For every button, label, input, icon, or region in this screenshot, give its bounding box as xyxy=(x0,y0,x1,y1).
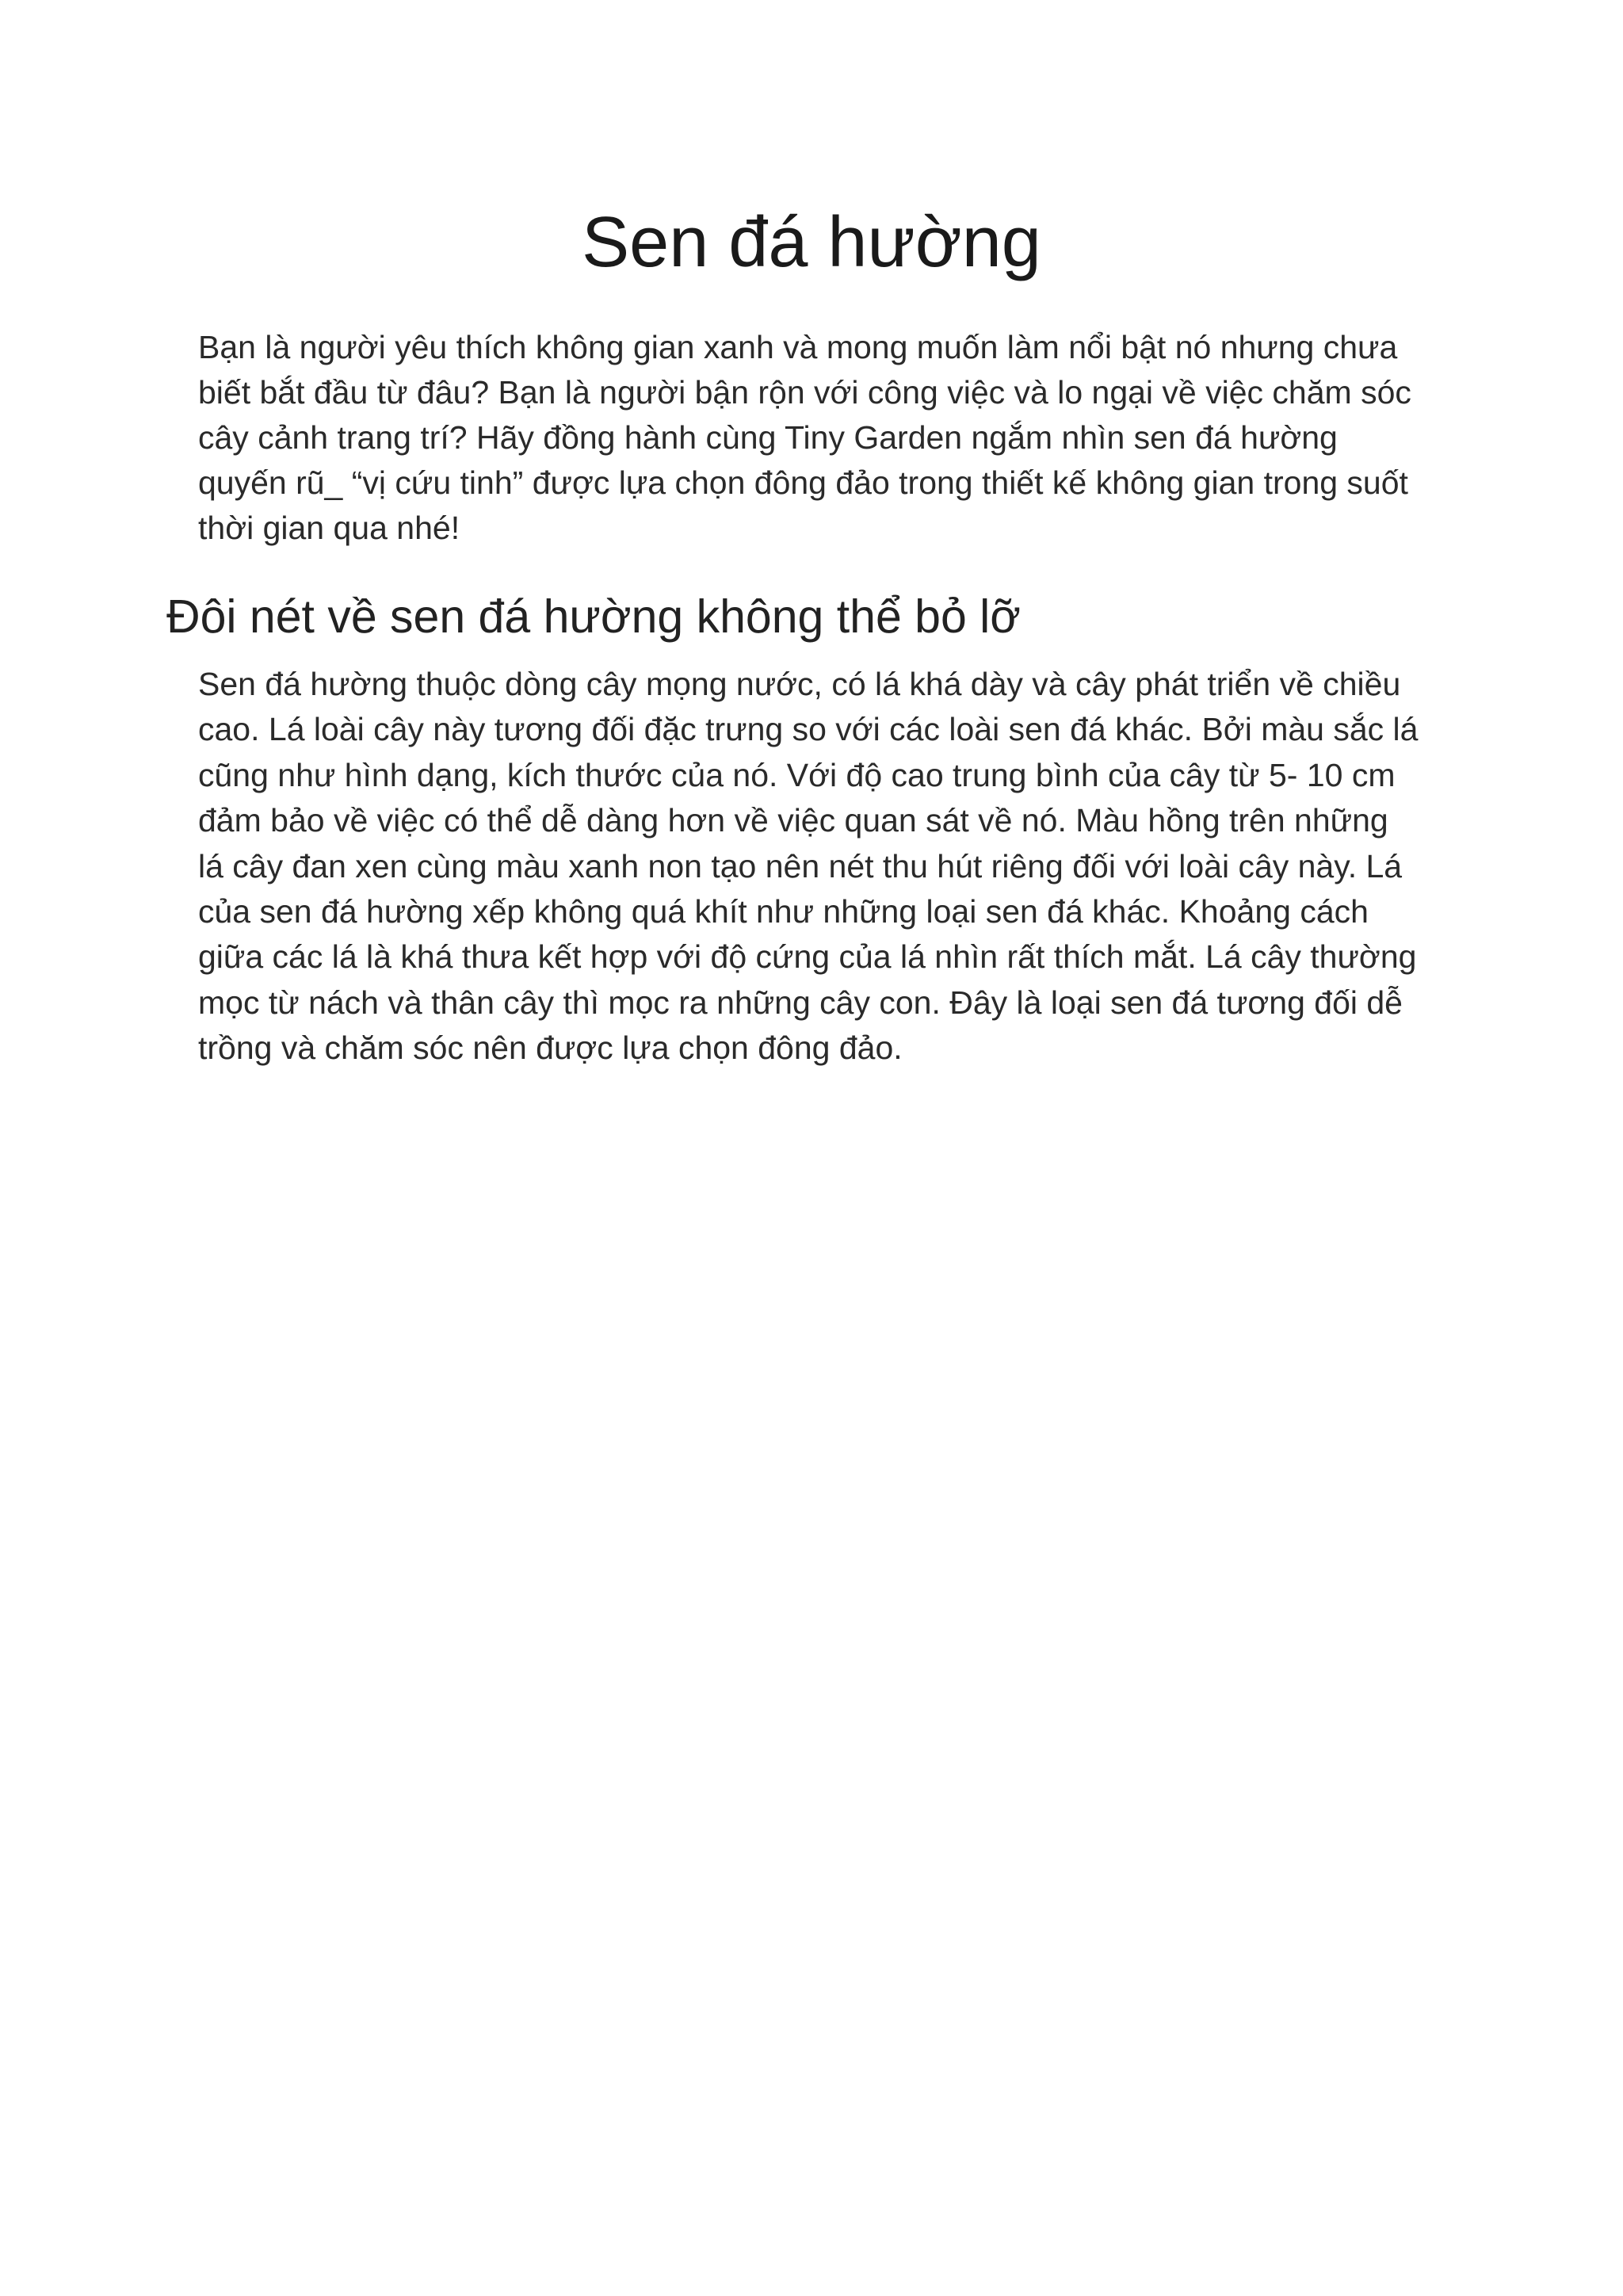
paragraph-line: mọc từ nách và thân cây thì mọc ra những cây con. Đây là loại sen đá tương đối dễ xyxy=(198,984,1403,1021)
intro-line: cây cảnh trang trí? Hãy đồng hành cùng Tiny Garden ngắm nhìn sen đá hường xyxy=(198,419,1338,456)
paragraph-line: trồng và chăm sóc nên được lựa chọn đông đảo. xyxy=(198,1030,903,1067)
page-title: Sen đá hường xyxy=(582,203,1041,282)
paragraph-line: cũng như hình dạng, kích thước của nó. Với độ cao trung bình của cây từ 5- 10 cm xyxy=(198,756,1396,793)
paragraph-line: giữa các lá là khá thưa kết hợp với độ cứng của lá nhìn rất thích mắt. Lá cây thường xyxy=(198,938,1417,976)
paragraph-line: đảm bảo về việc có thể dễ dàng hơn về việc quan sát về nó. Màu hồng trên những xyxy=(198,802,1388,839)
section-paragraph xyxy=(198,662,1450,1072)
intro-paragraph xyxy=(198,325,1450,551)
intro-line: thời gian qua nhé! xyxy=(198,510,460,546)
paragraph-line: cao. Lá loài cây này tương đối đặc trưng so với các loài sen đá khác. Bởi màu sắc lá xyxy=(198,711,1419,748)
paragraph-line: Sen đá hường thuộc dòng cây mọng nước, có lá khá dày và cây phát triển về chiều xyxy=(198,666,1401,702)
intro-line: biết bắt đầu từ đâu? Bạn là người bận rộn với công việc và lo ngại về việc chăm sóc xyxy=(198,374,1411,411)
section-heading: Đôi nét về sen đá hường không thể bỏ lỡ xyxy=(166,590,1021,643)
paragraph-line: của sen đá hường xếp không quá khít như những loại sen đá khác. Khoảng cách xyxy=(198,893,1369,930)
paragraph-line: lá cây đan xen cùng màu xanh non tạo nên nét thu hút riêng đối với loài cây này. Lá xyxy=(198,847,1403,884)
intro-line: quyến rũ_ “vị cứu tinh” được lựa chọn đông đảo trong thiết kế không gian trong suốt xyxy=(198,464,1408,501)
intro-line: Bạn là người yêu thích không gian xanh và mong muốn làm nổi bật nó nhưng chưa xyxy=(198,329,1398,365)
